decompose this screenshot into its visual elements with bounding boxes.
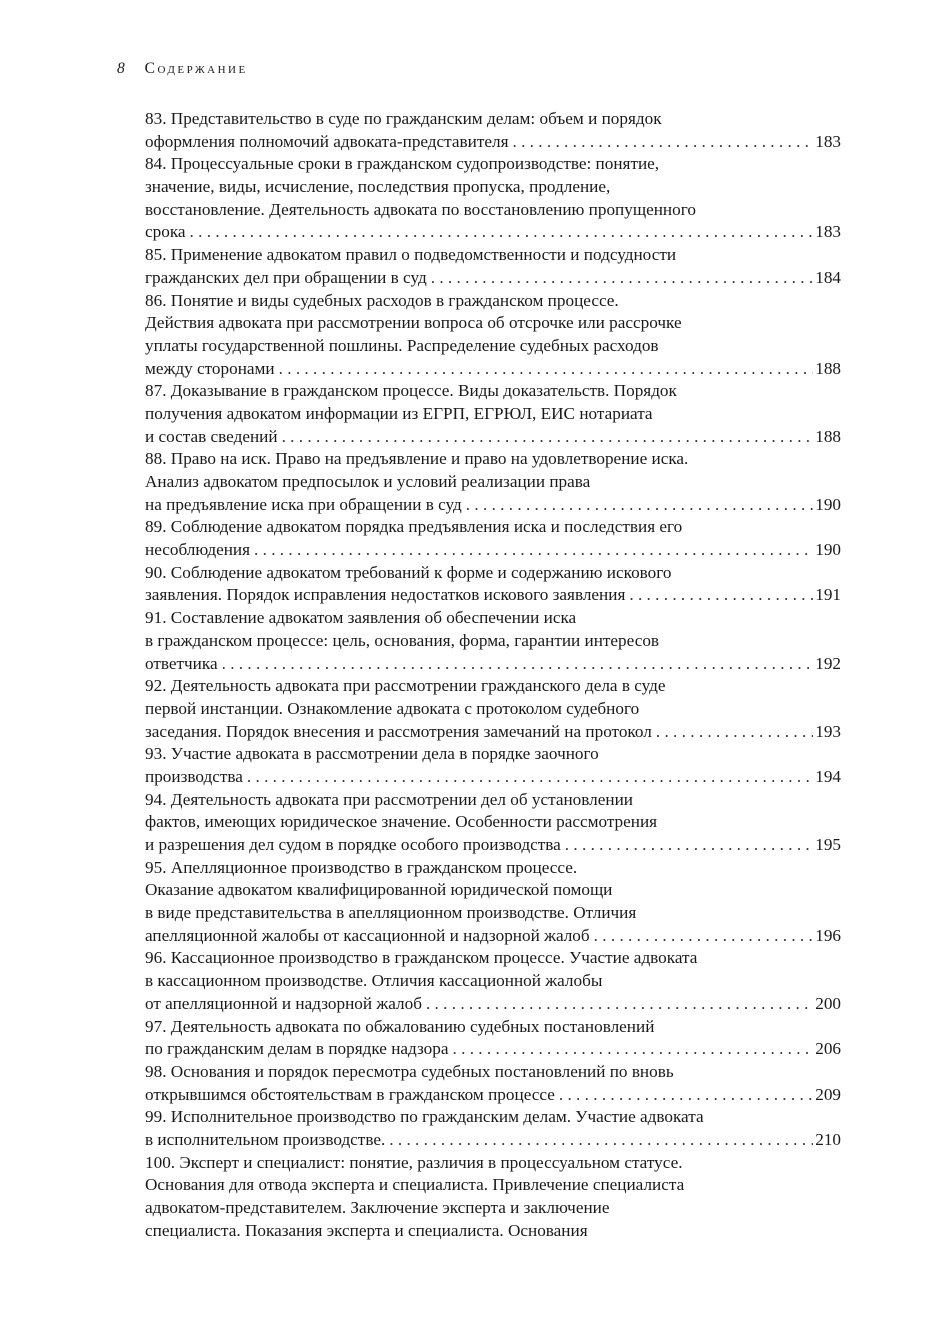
toc-page-number: 188 (815, 358, 841, 378)
toc-entry-text: заявления. Порядок исправления недостатков искового заявления (145, 585, 626, 605)
toc-entry-line: уплаты государственной пошлины. Распределение судебных расходов (145, 335, 659, 355)
toc-entry-line: адвокатом-представителем. Заключение эксперта и заключение (145, 1198, 610, 1217)
toc-entry-last-line (145, 834, 841, 857)
running-header (117, 60, 248, 78)
toc-entry (145, 562, 841, 607)
toc-entry-text: в исполнительном производстве. (145, 1129, 386, 1149)
dot-leader (565, 834, 813, 857)
toc-entry-line: 84. Процессуальные сроки в гражданском судопроизводстве: понятие, (145, 154, 660, 174)
toc-entry (145, 857, 841, 948)
dot-leader (594, 925, 814, 948)
toc-page-number: 183 (815, 131, 841, 151)
toc-entry-line: в виде представительства в апелляционном производстве. Отличия (145, 903, 637, 923)
toc-page-number: 194 (815, 766, 841, 786)
toc-entry-line: получения адвокатом информации из ЕГРП, ЕГРЮЛ, ЕИС нотариата (145, 403, 653, 423)
toc-entry-line: 97. Деятельность адвоката по обжалованию судебных постановлений (145, 1016, 655, 1036)
toc-entry-line: фактов, имеющих юридическое значение. Особенности рассмотрения (145, 812, 658, 832)
toc-entry-line: значение, виды, исчисление, последствия пропуска, продление, (145, 177, 611, 197)
toc-entry-text: оформления полномочий адвоката-представителя (145, 131, 509, 151)
toc-entry-text: по гражданским делам в порядке надзора (145, 1039, 449, 1059)
toc-entry-line: 100. Эксперт и специалист: понятие, различия в процессуальном статусе. (145, 1152, 683, 1172)
toc-page-number: 184 (815, 267, 841, 287)
toc-page-number: 183 (815, 222, 841, 242)
dot-leader (629, 584, 813, 607)
toc-entry-text: ответчика (145, 653, 218, 673)
dot-leader (426, 993, 813, 1016)
dot-leader (466, 494, 813, 517)
dot-leader (254, 539, 813, 562)
toc-entry-last-line (145, 494, 841, 517)
toc-entry-text: несоблюдения (145, 540, 251, 560)
toc-entry-text: апелляционной жалобы от кассационной и надзорной жалоб (145, 925, 590, 945)
toc-entry (145, 789, 841, 857)
dot-leader (222, 653, 814, 676)
toc-page-number: 188 (815, 426, 841, 446)
toc-entry-line: 90. Соблюдение адвокатом требований к форме и содержанию искового (145, 562, 672, 582)
toc-entry (145, 675, 841, 743)
header-title: Содержание (144, 60, 248, 77)
toc-page-number: 193 (815, 721, 841, 741)
toc-page-number: 206 (815, 1039, 841, 1059)
toc-entry (145, 607, 841, 675)
toc-entry-line: 87. Доказывание в гражданском процессе. Виды доказательств. Порядок (145, 381, 677, 401)
toc-entry-line: 95. Апелляционное производство в гражданском процессе. (145, 857, 578, 877)
toc-entry-last-line (145, 131, 841, 154)
toc-entry-text: срока (145, 222, 186, 242)
toc-page-number: 195 (815, 835, 841, 854)
toc-entry (145, 290, 841, 381)
toc-page-number: 210 (815, 1129, 841, 1149)
toc-entry-line: 98. Основания и порядок пересмотра судебных постановлений по вновь (145, 1061, 674, 1081)
toc-entry-line: 91. Составление адвокатом заявления об обеспечении иска (145, 608, 577, 628)
toc-entry (145, 1106, 841, 1151)
page-number: 8 (117, 60, 125, 77)
toc-entry-line: Анализ адвокатом предпосылок и условий реализации права (145, 472, 591, 491)
toc-page-number: 209 (815, 1084, 841, 1104)
dot-leader (559, 1084, 813, 1107)
toc-entry-last-line (145, 358, 841, 381)
toc-entry-line: первой инстанции. Ознакомление адвоката с протоколом судебного (145, 698, 640, 718)
toc-entry (145, 743, 841, 788)
toc-page-number: 200 (815, 993, 841, 1013)
toc-entry-line: 89. Соблюдение адвокатом порядка предъявления иска и последствия его (145, 517, 683, 537)
dot-leader (389, 1129, 813, 1152)
toc-entry-text: от апелляционной и надзорной жалоб (145, 993, 422, 1013)
toc-entry-line: в кассационном производстве. Отличия кассационной жалобы (145, 971, 603, 991)
toc-entry-last-line (145, 539, 841, 562)
toc-entry-line: Оказание адвокатом квалифицированной юридической помощи (145, 880, 613, 900)
toc-entry-last-line (145, 1038, 841, 1061)
toc-entry-line: 85. Применение адвокатом правил о подведомственности и подсудности (145, 245, 677, 265)
toc-entry-text: между сторонами (145, 358, 275, 378)
toc-entry-line: 99. Исполнительное производство по гражданским делам. Участие адвоката (145, 1107, 704, 1127)
toc-entry (145, 380, 841, 448)
toc-entry-last-line (145, 721, 841, 744)
toc-entry-line: 88. Право на иск. Право на предъявление и право на удовлетворение иска. (145, 449, 689, 469)
toc-entry-last-line (145, 221, 841, 244)
dot-leader (190, 221, 814, 244)
table-of-contents (145, 108, 841, 1242)
dot-leader (279, 358, 814, 381)
toc-page-number: 190 (815, 494, 841, 514)
toc-entry (145, 947, 841, 1015)
toc-entry-last-line (145, 426, 841, 449)
toc-entry (145, 448, 841, 516)
toc-entry-last-line (145, 925, 841, 948)
toc-entry-line: 86. Понятие и виды судебных расходов в гражданском процессе. (145, 290, 619, 310)
toc-entry (145, 1061, 841, 1106)
toc-entry (145, 1016, 841, 1061)
toc-entry-text: на предъявление иска при обращении в суд (145, 494, 462, 514)
toc-page-number: 191 (815, 585, 841, 605)
toc-entry-last-line (145, 584, 841, 607)
toc-entry-text: и разрешения дел судом в порядке особого производства (145, 835, 561, 854)
toc-entry-line: 92. Деятельность адвоката при рассмотрении гражданского дела в суде (145, 676, 666, 696)
toc-entry-last-line (145, 1084, 841, 1107)
toc-entry (145, 153, 841, 244)
toc-entry-last-line (145, 993, 841, 1016)
toc-entry-text: производства (145, 766, 243, 786)
toc-entry-line: в гражданском процессе: цель, основания, форма, гарантии интересов (145, 630, 660, 650)
dot-leader (656, 721, 813, 744)
toc-entry (145, 516, 841, 561)
toc-entry-last-line (145, 766, 841, 789)
toc-entry-line: специалиста. Показания эксперта и специалиста. Основания (145, 1220, 588, 1240)
dot-leader (282, 426, 814, 449)
toc-entry-last-line (145, 1129, 841, 1152)
toc-entry (145, 108, 841, 153)
toc-entry-text: гражданских дел при обращении в суд (145, 267, 427, 287)
dot-leader (453, 1038, 814, 1061)
dot-leader (431, 267, 814, 290)
toc-entry-line: Основания для отвода эксперта и специалиста. Привлечение специалиста (145, 1175, 685, 1195)
dot-leader (512, 131, 813, 154)
toc-entry-text: открывшимся обстоятельствам в гражданском процессе (145, 1084, 555, 1104)
toc-page-number: 196 (815, 925, 841, 945)
toc-entry (145, 1152, 841, 1243)
toc-entry-last-line (145, 267, 841, 290)
toc-entry-line: восстановление. Деятельность адвоката по восстановлению пропущенного (145, 199, 696, 219)
toc-entry-line: Действия адвоката при рассмотрении вопроса об отсрочке или рассрочке (145, 313, 682, 333)
toc-entry-last-line (145, 653, 841, 676)
toc-entry-line: 94. Деятельность адвоката при рассмотрении дел об установлении (145, 789, 633, 809)
toc-entry-text: и состав сведений (145, 426, 278, 446)
toc-entry (145, 244, 841, 289)
dot-leader (247, 766, 813, 789)
toc-page-number: 190 (815, 540, 841, 560)
toc-page-number: 192 (815, 653, 841, 673)
toc-entry-line: 96. Кассационное производство в гражданском процессе. Участие адвоката (145, 948, 698, 968)
toc-entry-line: 83. Представительство в суде по гражданским делам: объем и порядок (145, 109, 662, 128)
toc-entry-text: заседания. Порядок внесения и рассмотрения замечаний на протокол (145, 721, 652, 741)
toc-entry-line: 93. Участие адвоката в рассмотрении дела в порядке заочного (145, 744, 599, 764)
